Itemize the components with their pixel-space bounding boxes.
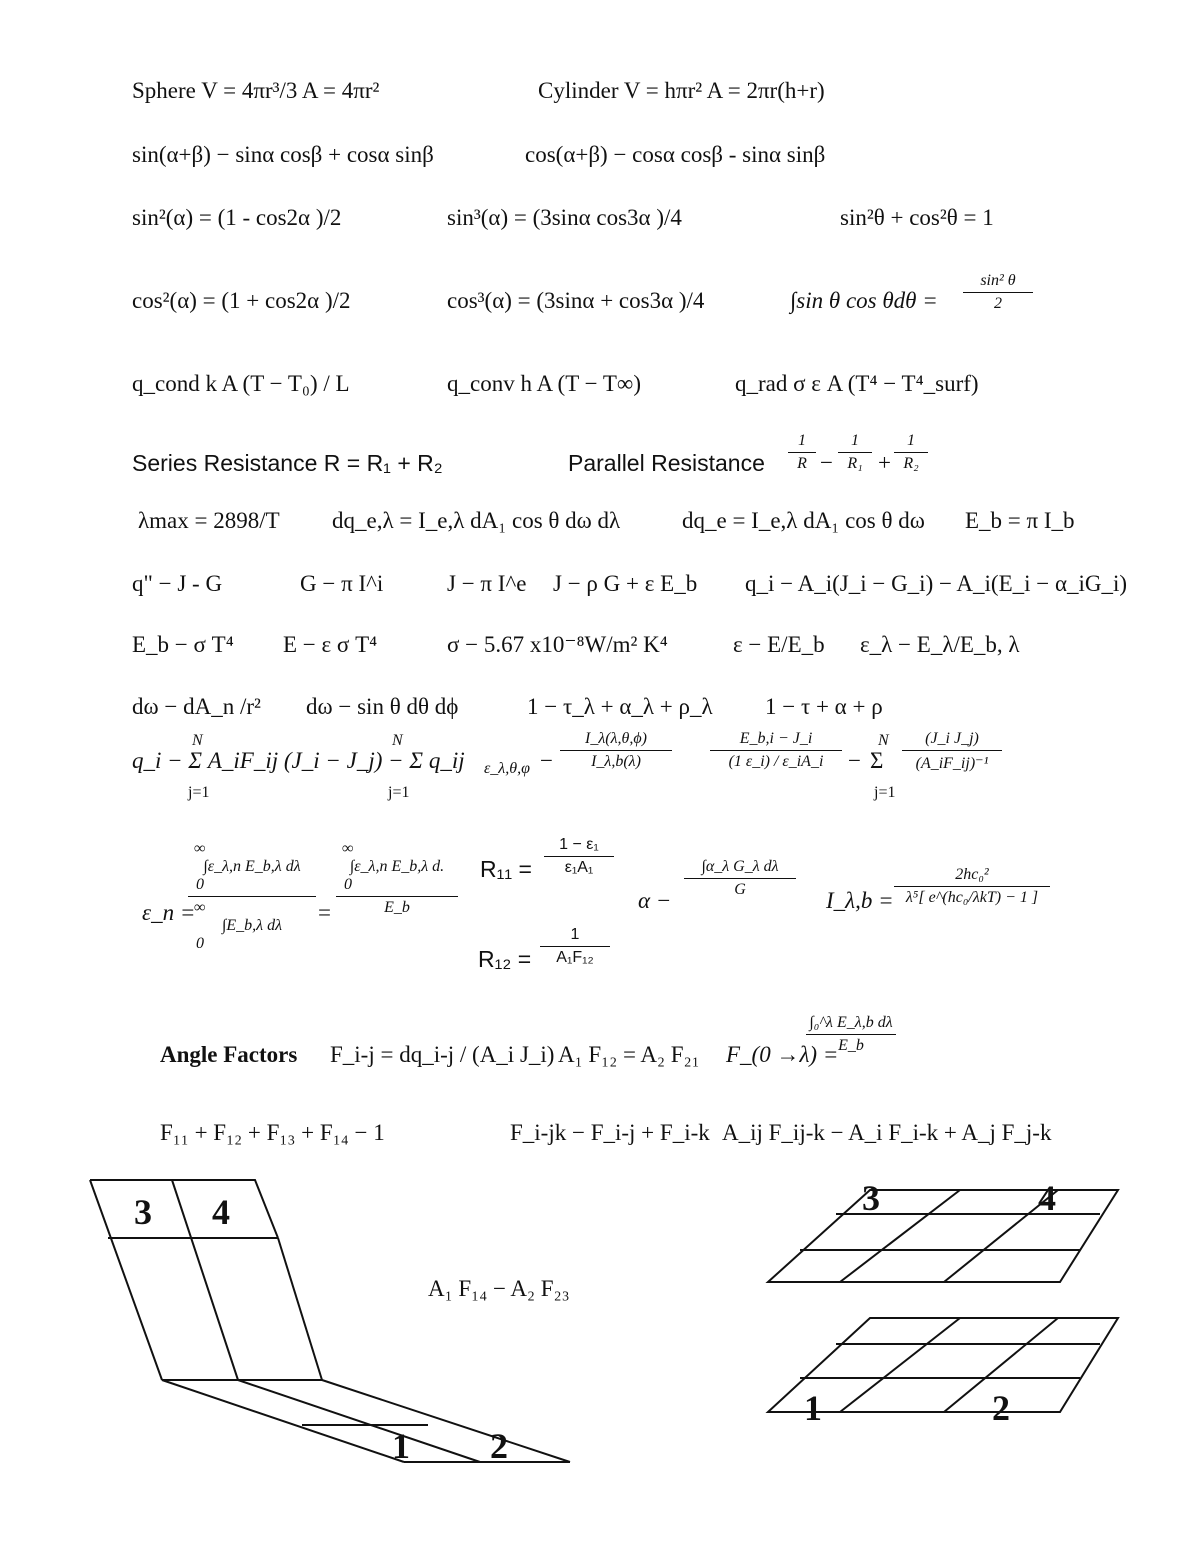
left-surface-3-label: 3 bbox=[134, 1192, 152, 1232]
irradiation-definition: G − π I^i bbox=[300, 571, 384, 596]
fraction-numerator: 1 bbox=[570, 926, 580, 943]
sin-squared-identity: sin²(α) = (1 - cos2α )/2 bbox=[132, 205, 342, 230]
emissivity-definition: ε − E/E_b bbox=[733, 632, 825, 657]
fraction-numerator: sin² θ bbox=[980, 272, 1016, 289]
band-fraction-symbol: F_(0 →λ) = bbox=[726, 1042, 839, 1067]
cos-sum-identity: cos(α+β) − cosα cosβ - sinα sinβ bbox=[525, 142, 826, 167]
integral-lower-limit: 0 bbox=[196, 935, 204, 952]
wien-law: λmax = 2898/T bbox=[138, 508, 280, 533]
fraction-numerator: 1 bbox=[798, 432, 806, 449]
integral-expression: ∫ε_λ,n E_b,λ dλ bbox=[203, 858, 301, 875]
right-surface-2-label: 2 bbox=[992, 1388, 1010, 1428]
blackbody-emissive-power: E_b = π I_b bbox=[965, 508, 1075, 533]
integral-lower-limit: 0 bbox=[196, 876, 204, 893]
r12-label: R₁₂ = bbox=[478, 946, 532, 972]
sum-upper-limit: N bbox=[878, 732, 889, 749]
operator-plus: + bbox=[878, 450, 891, 475]
fraction-numerator: ∫α_λ G_λ dλ bbox=[701, 858, 779, 875]
reciprocity-relation: A₁ F₁₂ = A₂ F₂₁ bbox=[558, 1042, 700, 1067]
fraction-denominator: R₁ bbox=[847, 455, 863, 472]
left-surface-2-label: 2 bbox=[490, 1426, 508, 1466]
cylinder-formula: Cylinder V = hπr² A = 2πr(h+r) bbox=[538, 78, 825, 103]
total-energy-balance: 1 − τ + α + ρ bbox=[765, 694, 883, 719]
sin-cubed-identity: sin³(α) = (3sinα cos3α )/4 bbox=[447, 205, 682, 230]
summation-sign: Σ bbox=[870, 748, 884, 773]
solid-angle-spherical: dω − sin θ dθ dϕ bbox=[306, 694, 459, 719]
right-top-grid bbox=[768, 1190, 1118, 1282]
fraction-denominator: (1 ε_i) / ε_iA_i bbox=[728, 753, 824, 770]
q-conduction: q_cond k A (T − T₀) / L bbox=[132, 371, 350, 396]
left-surface-1-label: 1 bbox=[392, 1426, 410, 1466]
net-radiation-sum: q_i − Σ A_iF_ij (J_i − J_j) − Σ q_ij bbox=[132, 748, 465, 773]
net-flux-definition: q" − J - G bbox=[132, 571, 223, 596]
parallel-resistance-label: Parallel Resistance bbox=[568, 450, 765, 476]
left-surface-4-label: 4 bbox=[212, 1192, 230, 1232]
sum-lower-limit: j=1 bbox=[874, 784, 896, 801]
right-surface-3-label: 3 bbox=[862, 1178, 880, 1218]
fraction-denominator: G bbox=[734, 881, 746, 898]
cos-cubed-identity: cos³(α) = (3sinα + cos3α )/4 bbox=[447, 288, 705, 313]
fraction-denominator: E_b bbox=[838, 1037, 864, 1054]
pythagorean-identity: sin²θ + cos²θ = 1 bbox=[840, 205, 994, 230]
absorptivity-symbol: α − bbox=[638, 888, 672, 913]
q-convection: q_conv h A (T − T∞) bbox=[447, 371, 641, 396]
integral-expression: ∫E_b,λ dλ bbox=[221, 917, 282, 934]
fraction-denominator: E_b bbox=[384, 899, 410, 916]
series-resistance: Series Resistance R = R₁ + R₂ bbox=[132, 450, 443, 476]
sum-lower-limit: j=1 bbox=[188, 784, 210, 801]
total-heat-flux: dq_e = I_e,λ dA₁ cos θ dω bbox=[682, 508, 925, 533]
integral-lower-limit: 0 bbox=[344, 876, 352, 893]
operator-equals: − bbox=[848, 748, 861, 773]
area-superposition-rule: A_ij F_ij-k − A_i F_i-k + A_j F_j-k bbox=[722, 1120, 1052, 1145]
fraction-numerator: ∫₀^λ E_λ,b dλ bbox=[809, 1014, 893, 1031]
left-figure-lines bbox=[90, 1180, 570, 1466]
fraction-denominator: R bbox=[797, 455, 807, 472]
angle-factors-heading: Angle Factors bbox=[160, 1042, 298, 1067]
normal-emissivity-symbol: ε_n = bbox=[142, 900, 196, 925]
fraction-denominator: (A_iF_ij)⁻¹ bbox=[915, 755, 989, 772]
sum-upper-limit: N bbox=[392, 732, 403, 749]
view-factor-definition: F_i-j = dq_i-j / (A_i J_i) bbox=[330, 1042, 555, 1067]
fraction-numerator: 1 bbox=[851, 432, 859, 449]
solid-angle: dω − dA_n /r² bbox=[132, 694, 261, 719]
superposition-rule: F_i-jk − F_i-j + F_i-k bbox=[510, 1120, 710, 1145]
right-surface-4-label: 4 bbox=[1038, 1178, 1056, 1218]
fraction-denominator: I_λ,b(λ) bbox=[591, 753, 641, 770]
spectral-emissivity: ε_λ − E_λ/E_b, λ bbox=[860, 632, 1020, 657]
integral-upper-limit: ∞ bbox=[194, 840, 206, 857]
spectral-energy-balance: 1 − τ_λ + α_λ + ρ_λ bbox=[527, 694, 713, 719]
fraction-denominator: 2 bbox=[994, 295, 1002, 312]
symmetry-relation: A₁ F₁₄ − A₂ F₂₃ bbox=[428, 1276, 570, 1301]
sum-upper-limit: N bbox=[192, 732, 203, 749]
spectral-heat-flux: dq_e,λ = I_e,λ dA₁ cos θ dω dλ bbox=[332, 508, 621, 533]
sin-sum-identity: sin(α+β) − sinα cosβ + cosα sinβ bbox=[132, 142, 434, 167]
fraction-denominator: λ⁵[ e^(hc₀/λkT) − 1 ] bbox=[905, 889, 1039, 906]
gray-emission: E − ε σ T⁴ bbox=[283, 632, 378, 657]
cos-squared-identity: cos²(α) = (1 + cos2α )/2 bbox=[132, 288, 351, 313]
fraction-numerator: 1 bbox=[907, 432, 915, 449]
directional-emissivity-symbol: ε_λ,θ,φ bbox=[484, 760, 530, 777]
r11-label: R₁₁ = bbox=[480, 856, 532, 882]
sigma-constant: σ − 5.67 x10⁻⁸W/m² K⁴ bbox=[447, 632, 668, 657]
fraction-denominator: ε₁A₁ bbox=[564, 859, 594, 876]
fraction-numerator: 2hc₀² bbox=[955, 866, 989, 883]
operator-equals: = bbox=[318, 900, 331, 925]
sin-cos-integral: ∫sin θ cos θdθ = bbox=[790, 288, 938, 313]
fraction-numerator: 1 − ε₁ bbox=[559, 836, 599, 853]
q-radiation: q_rad σ ε A (T⁴ − T⁴_surf) bbox=[735, 371, 979, 396]
operator-equals: − bbox=[540, 748, 553, 773]
planck-intensity-symbol: I_λ,b = bbox=[826, 888, 894, 913]
sum-lower-limit: j=1 bbox=[388, 784, 410, 801]
fraction-numerator: E_b,i − J_i bbox=[739, 730, 813, 747]
operator-minus: − bbox=[820, 450, 833, 475]
right-surface-1-label: 1 bbox=[804, 1388, 822, 1428]
stefan-boltzmann: E_b − σ T⁴ bbox=[132, 632, 234, 657]
integral-upper-limit: ∞ bbox=[342, 840, 354, 857]
radiosity-definition: J − π I^e bbox=[447, 571, 527, 596]
sphere-formula: Sphere V = 4πr³/3 A = 4πr² bbox=[132, 78, 380, 103]
fraction-numerator: (J_i J_j) bbox=[925, 730, 979, 747]
summation-rule: F₁₁ + F₁₂ + F₁₃ + F₁₄ − 1 bbox=[160, 1120, 385, 1145]
fraction-numerator: I_λ(λ,θ,ϕ) bbox=[585, 730, 647, 747]
radiosity-expansion: J − ρ G + ε E_b bbox=[553, 571, 698, 596]
fraction-denominator: R₂ bbox=[903, 455, 919, 472]
fraction-denominator: A₁F₁₂ bbox=[556, 949, 594, 966]
surface-net-heat: q_i − A_i(J_i − G_i) − A_i(E_i − α_iG_i) bbox=[745, 571, 1128, 596]
integral-expression: ∫ε_λ,n E_b,λ d. bbox=[349, 858, 445, 875]
integral-upper-limit: ∞ bbox=[194, 899, 206, 916]
